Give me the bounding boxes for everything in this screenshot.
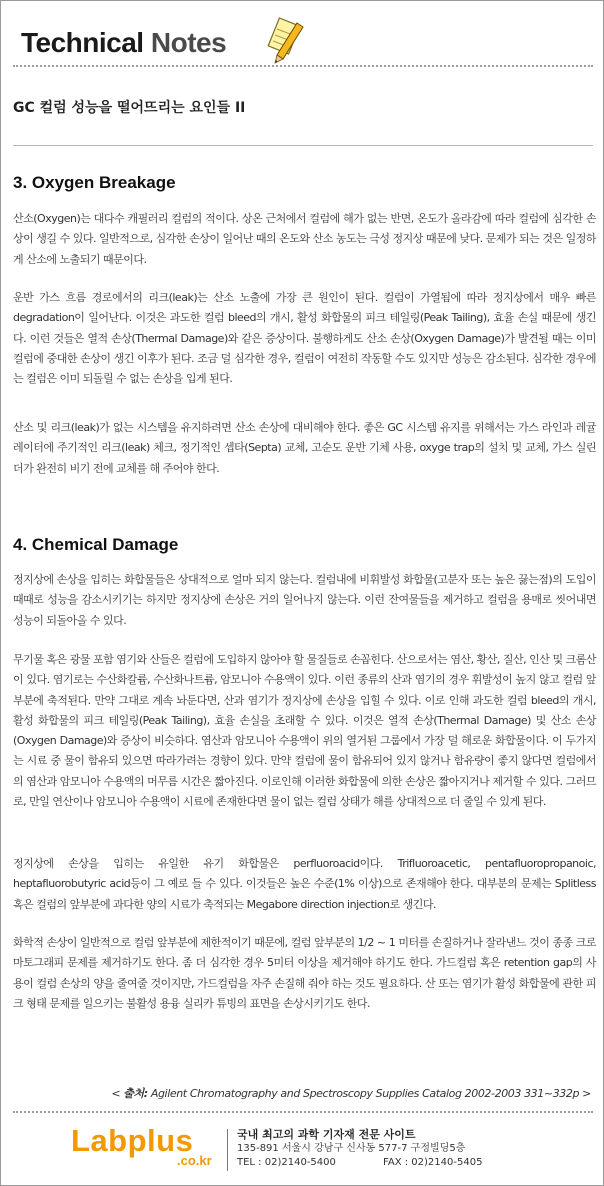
footer-tel: TEL : 02)2140-5400 [237,1157,336,1168]
source-citation: < 출처: Agilent Chromatography and Spectroscopy Supplies Catalog 2002-2003 331~332p > [111,1087,591,1100]
footer-divider [13,1111,593,1113]
paragraph: 화학적 손상이 일반적으로 컬럼 앞부분에 제한적이기 때문에, 컬럼 앞부분의 1/2 ~ 1 미터를 손질하거나 잘라낸느 것이 종종 크로마토그래피 문제를 제거하기도 한다. 좀 더 심각한 경우 5미터 이상을 제거해야 하기도 한다. 가드컬럼 혹은 retention gap의 사용이 컬럼 손상의 양을 줄여줄 것이지만, 가드컬럼을 자주 손질해 줘야 하는 것도 필요하다. 산 또는 염기가 활성 화합물에 관한 피크 형태 문제를 일으키는 불활성 용융 실리카 튜빙의 표면을 손상시키기도 한다. [13,936,596,1010]
section-heading-chemical-damage: 4. Chemical Damage [13,535,179,554]
paragraph: 정지상에 손상을 입히는 화합물들은 상대적으로 얼마 되지 않는다. 컬럼내에 비휘발성 화합물(고분자 또는 높은 끓는점)의 도입이 때때로 성능을 감소시키기는 하지만 정지상에 손상은 거의 일어나지 않는다. 이런 잔여물들을 제거하고 컬럼을 용매로 씻어내면 성능이 되돌아올 수 있다. [13,573,596,627]
title-divider [13,145,593,146]
pencil-notepad-icon [259,17,309,65]
page-title: GC 컬럼 성능을 떨어뜨리는 요인들 II [13,100,246,116]
labplus-domain: .co.kr [177,1153,212,1168]
paragraph: 무기물 혹은 광물 포함 염기와 산들은 컬럼에 도입하지 않아야 할 물질들로 손꼽힌다. 산으로서는 염산, 황산, 질산, 인산 및 크롬산이 있다. 염기로는 수산화칼륨, 수산화나트륨, 암모니아 수용액이 있다. 이런 종류의 산과 염기의 경우 휘발성이 높지 않고 컬럼 앞부분에 축적된다. 만약 그대로 계속 놔둔다면, 산과 염기가 정지상에 손상을 입힐 수 있다. 이로 인해 과도한 컬럼 bleed의 개시, 활성 화합물의 피크 테일링(Peak Tailing), 효율 손실을 초래할 수 있다. 이것은 열적 손상(Thermal Damage) 및 산소 손상(Oxygen Damage)와 증상이 비슷하다. 염산과 암모니아 수용액이 위의 열거된 그룹에서 가장 덜 해로운 화합물이다. 이 두가지는 시료 중 물이 함유되 있으면 따라가려는 경향이 있다. 만약 컬럼에 물이 함유되어 있지 않거나 함유량이 좋지 않다면 컬럼에서의 염산과 암모니아 수용액의 머무름 시간은 짧아진다. 이로인해 이러한 화합물에 의한 손상은 짧아지거나 제거할 수 있다. 그러므로, 만일 연산이나 암모니아 수용액이 시료에 존재한다면 물이 없는 컬럼 상태가 해를 상대적으로 더 줄일 수 있게 된다. [13,653,596,809]
footer-contacts [237,1156,482,1170]
footer-fax: FAX : 02)2140-5405 [383,1157,483,1168]
footer-address: 135-891 서울시 강남구 신사동 577-7 구정빌딩5층 [237,1143,466,1154]
header-divider [13,65,593,67]
paragraph: 운반 가스 흐름 경로에서의 리크(leak)는 산소 노출에 가장 큰 원인이 된다. 컬럼이 가열됨에 따라 정지상에서 매우 빠른 degradation이 일어난다. 이것은 과도한 컬럼 bleed의 개시, 활성 화합물의 피크 테일링(Peak Tailing), 효율 손실 때문에 생긴다. 이런 것들은 열적 손상(Thermal Damage)와 같은 증상이다. 불행하게도 산소 손상(Oxygen Damage)가 발견될 때는 이미 컬럼에 중대한 손상이 생긴 이후가 된다. 조금 덜 심각한 경우, 컬럼이 여전히 작동할 수도 있지만 성능은 감소된다. 심각한 경우에는 컬럼은 이미 되돌릴 수 없는 손상을 입게 된다. [13,291,596,386]
technical-notes-logo [21,27,226,59]
paragraph: 산소 및 리크(leak)가 없는 시스템을 유지하려면 산소 손상에 대비해야 한다. 좋은 GC 시스템 유지를 위해서는 가스 라인과 레귤레이터에 주기적인 리크(leak) 체크, 정기적인 셉타(Septa) 교체, 고순도 운반 기체 사용, oxyge trap의 설치 및 교체, 가스 실린더가 완전히 비기 전에 교체를 해 주어야 한다. [13,421,596,475]
source-text: Agilent Chromatography and Spectroscopy Supplies Catalog 2002-2003 331~332p [147,1087,580,1100]
footer-info [237,1128,482,1170]
section-heading-oxygen-breakage: 3. Oxygen Breakage [13,173,176,192]
footer-separator [227,1129,228,1171]
logo-main: Technical [21,27,144,58]
footer-tagline: 국내 최고의 과학 기자재 전문 사이트 [237,1128,416,1141]
paragraph: 정지상에 손상을 입히는 유일한 유기 화합물은 perfluoroacid이다. Trifluoroacetic, pentafluoropropanoic, heptafluorobutyric acid등이 그 예로 들 수 있다. 이것들은 높은 수준(1% 이상)으로 존재해야 한다. 대부분의 문제는 Splitless 혹은 컬럼의 앞부분에 과다한 양의 시료가 축적되는 Megabore direction injection로 생긴다. [13,857,596,911]
source-label: 출처: [123,1087,148,1100]
paragraph: 산소(Oxygen)는 대다수 캐필러리 컬럼의 적이다. 상온 근처에서 컬럼에 해가 없는 반면, 온도가 올라감에 따라 컬럼에 심각한 손상이 생길 수 있다. 일반적으로, 심각한 손상이 일어난 때의 온도와 산소 농도는 극성 정지상 때문에 낮다. 문제가 되는 것은 일정하게 산소에 노출되기 때문이다. [13,212,596,266]
logo-accent: Notes [150,27,227,58]
header [1,1,603,67]
labplus-logo: Labplus [71,1123,194,1158]
